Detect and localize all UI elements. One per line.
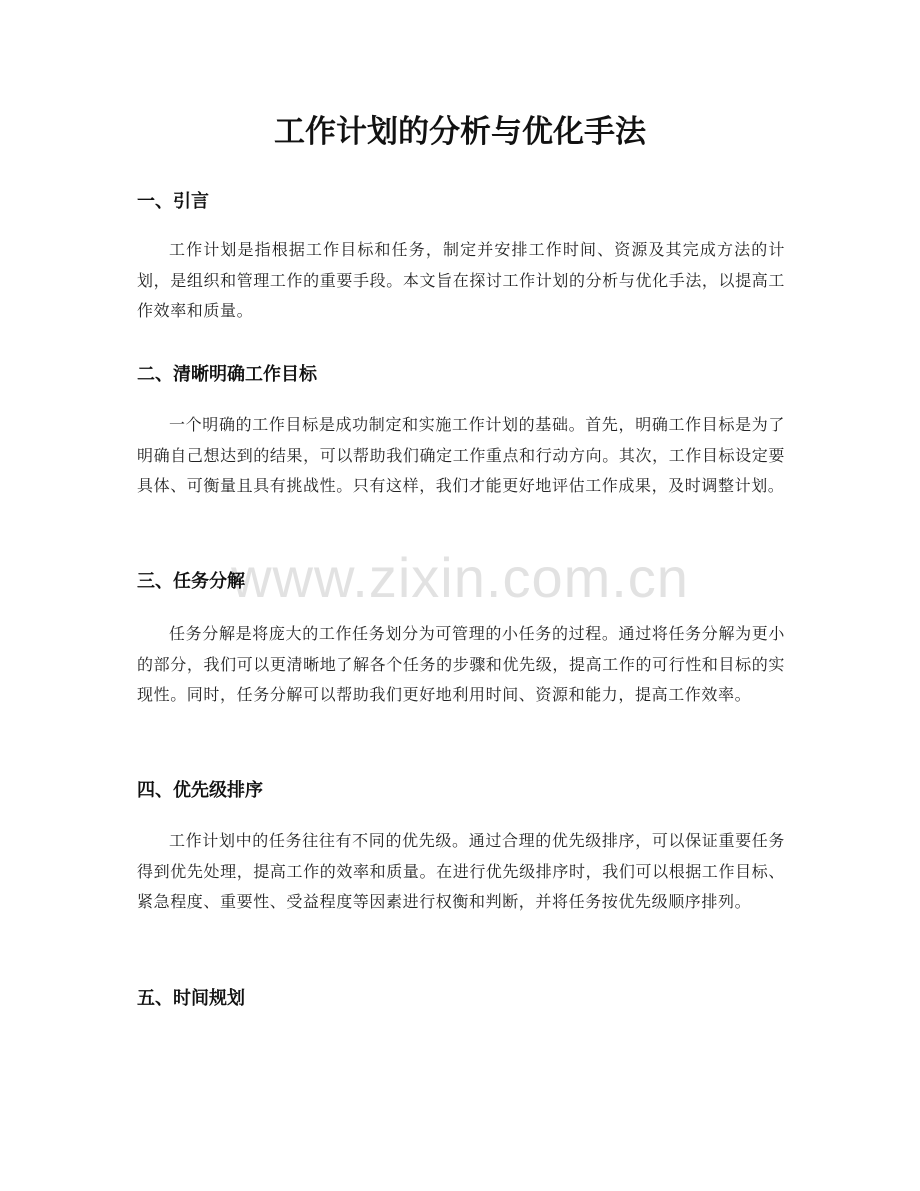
section-heading-clear-goals: 二、清晰明确工作目标 bbox=[137, 364, 317, 385]
page-title: 工作计划的分析与优化手法 bbox=[274, 114, 646, 150]
section-paragraph-priority-sorting: 工作计划中的任务往往有不同的优先级。通过合理的优先级排序，可以保证重要任务得到优先处理，提高工作的效率和质量。在进行优先级排序时，我们可以根据工作目标、紧急程度、重要性、受益程度等因素进行权衡和判断，并将任务按优先级顺序排列。 bbox=[137, 831, 785, 911]
section-heading-time-planning: 五、时间规划 bbox=[137, 988, 245, 1009]
section-paragraph-clear-goals: 一个明确的工作目标是成功制定和实施工作计划的基础。首先，明确工作目标是为了明确自己想达到的结果，可以帮助我们确定工作重点和行动方向。其次，工作目标设定要具体、可衡量且具有挑战性。只有这样，我们才能更好地评估工作成果，及时调整计划。 bbox=[137, 415, 785, 495]
section-paragraph-introduction: 工作计划是指根据工作目标和任务，制定并安排工作时间、资源及其完成方法的计划，是组织和管理工作的重要手段。本文旨在探讨工作计划的分析与优化手法，以提高工作效率和质量。 bbox=[137, 240, 785, 320]
section-heading-introduction: 一、引言 bbox=[137, 191, 209, 212]
watermark: www.zixin.com.cn bbox=[231, 546, 689, 609]
section-heading-task-breakdown: 三、任务分解 bbox=[137, 571, 245, 592]
section-heading-priority-sorting: 四、优先级排序 bbox=[137, 780, 263, 801]
section-paragraph-task-breakdown: 任务分解是将庞大的工作任务划分为可管理的小任务的过程。通过将任务分解为更小的部分，我们可以更清晰地了解各个任务的步骤和优先级，提高工作的可行性和目标的实现性。同时，任务分解可以帮助我们更好地利用时间、资源和能力，提高工作效率。 bbox=[137, 624, 785, 704]
